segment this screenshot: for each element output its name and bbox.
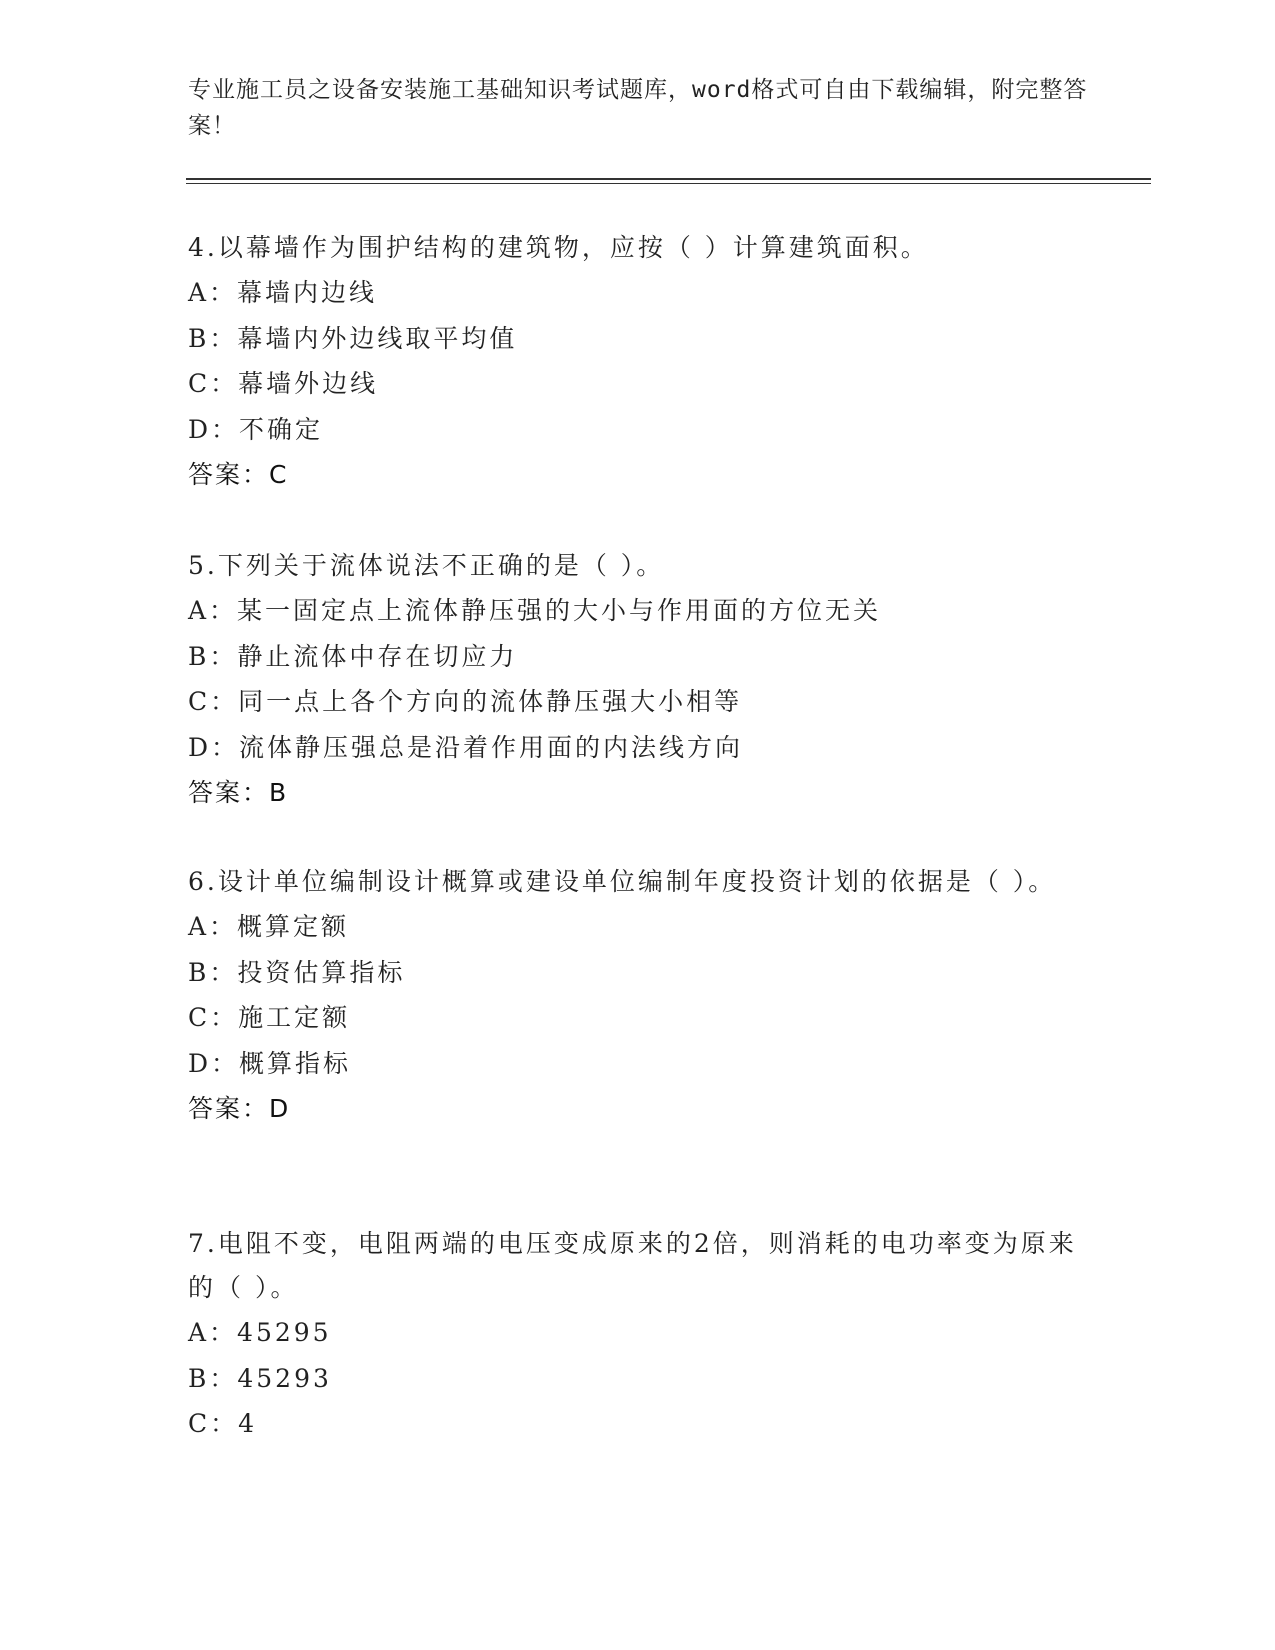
answer-label: 答案：C [188, 460, 289, 489]
question-5 [188, 544, 1088, 815]
answer-label: 答案：B [188, 778, 289, 807]
option-d: D：不确定 [188, 414, 324, 444]
option-c: C：同一点上各个方向的流体静压强大小相等 [188, 687, 743, 716]
option-a: A：某一固定点上流体静压强的大小与作用面的方位无关 [188, 596, 882, 625]
option-a: A：概算定额 [188, 912, 350, 941]
question-text: 4.以幕墙作为围护结构的建筑物，应按（ ）计算建筑面积。 [188, 233, 929, 262]
question-text: 5.下列关于流体说法不正确的是（ ）。 [188, 551, 665, 580]
question-4 [188, 226, 1088, 497]
option-c: C：幕墙外边线 [188, 369, 379, 398]
option-c: C：施工定额 [188, 1003, 351, 1032]
option-d: D：概算指标 [188, 1048, 352, 1078]
question-text: 6.设计单位编制设计概算或建设单位编制年度投资计划的依据是（ ）。 [188, 867, 1057, 896]
option-c: C：4 [188, 1409, 258, 1438]
option-b: B：幕墙内外边线取平均值 [188, 323, 518, 353]
answer-label: 答案：D [188, 1094, 291, 1123]
option-a: A：45295 [188, 1318, 332, 1347]
option-d: D：流体静压强总是沿着作用面的内法线方向 [188, 732, 744, 762]
document-header: 专业施工员之设备安装施工基础知识考试题库，word格式可自由下载编辑，附完整答案！ [188, 77, 1088, 139]
header-divider-thick [186, 178, 1151, 180]
header-divider-thin [186, 183, 1151, 184]
option-b: B：45293 [188, 1363, 332, 1393]
question-text: 7.电阻不变，电阻两端的电压变成原来的2倍，则消耗的电功率变为原来的（ ）。 [188, 1229, 1077, 1302]
question-6 [188, 860, 1088, 1131]
question-7 [188, 1222, 1088, 1447]
option-a: A：幕墙内边线 [188, 278, 378, 307]
option-b: B：静止流体中存在切应力 [188, 641, 518, 671]
option-b: B：投资估算指标 [188, 957, 406, 987]
